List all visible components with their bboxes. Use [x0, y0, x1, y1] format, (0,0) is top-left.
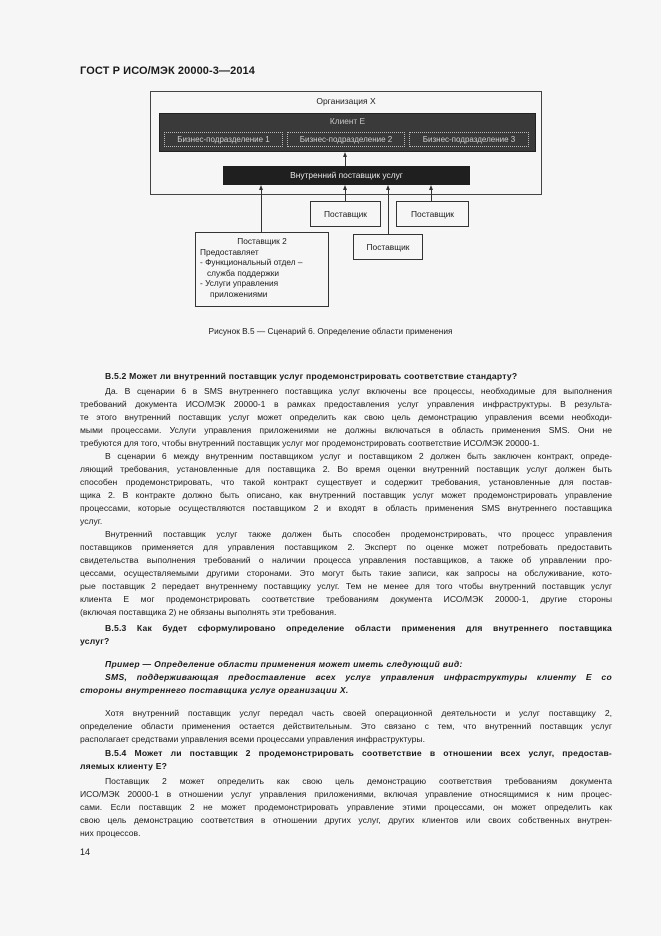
- text-line: клиента Е мог продемонстрировать соответствие требованиям документа ИСО/МЭК 20000-1, другие стороны: [80, 594, 612, 604]
- arrow-up-icon: [386, 185, 390, 190]
- heading-line: В.5.4 Может ли поставщик 2 продемонстрировать соответствие в отношении всех услуг, предостав-: [105, 748, 612, 758]
- text-line: свою цель демонстрацию соответствия в отношении других услуг, других клиентов или своих собственных внутрен-: [80, 815, 612, 825]
- paragraph-b52-1: [80, 385, 612, 619]
- example-block: [80, 658, 612, 697]
- heading-b53: [80, 622, 612, 648]
- heading-b54: [80, 747, 612, 773]
- connector-line: [431, 189, 432, 201]
- business-unit-3: Бизнес-подразделение 3: [409, 132, 529, 147]
- client-box: [159, 113, 536, 152]
- paragraph-b54-1: [80, 775, 612, 840]
- text-line: цессами, осуществляемыми другими сторонами. Это могут быть такие записи, как запросы на обслуживание, кото-: [80, 568, 612, 578]
- text-line: требуются для того, чтобы внутренний поставщик услуг мог продемонстрировать соответствие ИСО/МЭК 20000-1.: [80, 438, 540, 448]
- text-line: В сценарии 6 между внутренним поставщиком услуг и поставщиком 2 должен быть заключен контракт, опреде-: [105, 451, 612, 461]
- text-line: Поставщик 2 может определить как свою цель демонстрацию соответствия требованиям документа: [105, 776, 612, 786]
- supplier-2-box: [195, 232, 329, 307]
- connector-line: [345, 189, 346, 201]
- supplier-2-line: Предоставляет: [200, 246, 259, 257]
- connector-line: [388, 189, 389, 234]
- supplier-2-line: - Услуги управления: [200, 278, 279, 288]
- text-line: Внутренний поставщик услуг также должен быть способен продемонстрировать, что процесс управления: [105, 529, 612, 539]
- arrow-up-icon: [343, 185, 347, 190]
- business-unit-1: Бизнес-подразделение 1: [164, 132, 283, 147]
- supplier-2-line: служба поддержки: [207, 267, 280, 278]
- heading-line: ляемых клиенту Е?: [80, 761, 168, 771]
- text-line: те этого внутренний поставщик услуг может определить как свою цель демонстрацию управления всеми необходи-: [80, 412, 612, 422]
- text-line: сами. Если поставщик 2 не может продемонстрировать управление этими процессами, он может определить как: [80, 802, 612, 812]
- text-line: Да. В сценарии 6 в SMS внутреннего поставщика услуг включены все процессы, необходимые для выполнения: [105, 386, 612, 396]
- supplier-box-3: Поставщик: [353, 234, 423, 260]
- example-line: стороны внутреннего поставщика услуг организации Х.: [80, 685, 349, 695]
- supplier-2-title: Поставщик 2: [237, 236, 287, 246]
- text-line: определение области применения остается действительным. Это связано с тем, что внутренний поставщик услуг: [80, 721, 612, 731]
- text-line: требований документа ИСО/МЭК 20000-1 в рамках предоставления услуг управления инфраструктуры. В результа-: [80, 399, 612, 409]
- example-line: Пример — Определение области применения может иметь следующий вид:: [105, 659, 463, 669]
- paragraph-b53-1: [80, 707, 612, 746]
- heading-b52: [80, 370, 612, 383]
- text-line: располагает средствами управления всеми процессами управления инфраструктуры.: [80, 734, 425, 744]
- arrow-up-icon: [343, 152, 347, 157]
- text-line: ляющий требования, установленные для поставщика 2. Во время оценки внутренний поставщик услуг должен быть: [80, 464, 612, 474]
- heading-line: услуг?: [80, 636, 110, 646]
- text-line: щика 2. В контракте должно быть описано, как внутренний поставщик услуг может продемонстрировать управление: [80, 490, 612, 500]
- organization-label: Организация Х: [316, 96, 376, 106]
- figure-caption: Рисунок В.5 — Сценарий 6. Определение области применения: [208, 326, 453, 336]
- text-line: ИСО/МЭК 20000-1 в отношении услуг управления приложениями, включая управление относящимися к ним процес-: [80, 789, 612, 799]
- document-header: ГОСТ Р ИСО/МЭК 20000-3—2014: [80, 65, 255, 77]
- text-line: свидетельства выполнения требований о наличии процесса управления поставщиков, а также об управлении про-: [80, 555, 612, 565]
- text-line: (включая поставщика 2) не обязаны выполнять эти требования.: [80, 607, 337, 617]
- supplier-box-1: Поставщик: [310, 201, 381, 227]
- page-number: 14: [80, 847, 91, 857]
- text-line: мыми процессами. Услуги управления приложениями не должны включаться в область применения SMS. Они не: [80, 425, 612, 435]
- arrow-up-icon: [259, 185, 263, 190]
- text-line: услуг.: [80, 516, 103, 526]
- supplier-2-line: - Функциональный отдел –: [200, 257, 303, 267]
- heading-line: В.5.3 Как будет сформулировано определение области применения для внутреннего поставщика: [105, 623, 612, 633]
- text-line: рые поставщик 2 передает внутреннему поставщику услуг. Тем не менее для того чтобы внутренний поставщик услуг: [80, 581, 612, 591]
- text-line: Хотя внутренний поставщик услуг передал часть своей операционной деятельности и услуг поставщику 2,: [105, 708, 612, 718]
- text-line: способен продемонстрировать, что такой контракт существует и содержит требования, установленные для постав-: [80, 477, 612, 487]
- text-line: поставщиков применяется для управления поставщиком 2. Эксперт по оценке может потребовать предоставить: [80, 542, 612, 552]
- client-label: Клиент Е: [329, 116, 366, 126]
- example-line: SMS, поддерживающая предоставление всех услуг управления инфраструктуры клиенту Е со: [105, 672, 612, 682]
- connector-line: [345, 156, 346, 166]
- text-line: них процессов.: [80, 828, 141, 838]
- supplier-2-line: приложениями: [210, 288, 268, 299]
- business-unit-2: Бизнес-подразделение 2: [287, 132, 405, 147]
- text-line: процессами, которые осуществляются поставщиком 2 и входят в область применения SMS внутреннего поставщика: [80, 503, 612, 513]
- arrow-up-icon: [429, 185, 433, 190]
- heading-line: В.5.2 Может ли внутренний поставщик услуг продемонстрировать соответствие стандарту?: [105, 371, 518, 381]
- connector-line: [261, 189, 262, 232]
- supplier-box-2: Поставщик: [396, 201, 469, 227]
- internal-provider-box: Внутренний поставщик услуг: [223, 166, 470, 185]
